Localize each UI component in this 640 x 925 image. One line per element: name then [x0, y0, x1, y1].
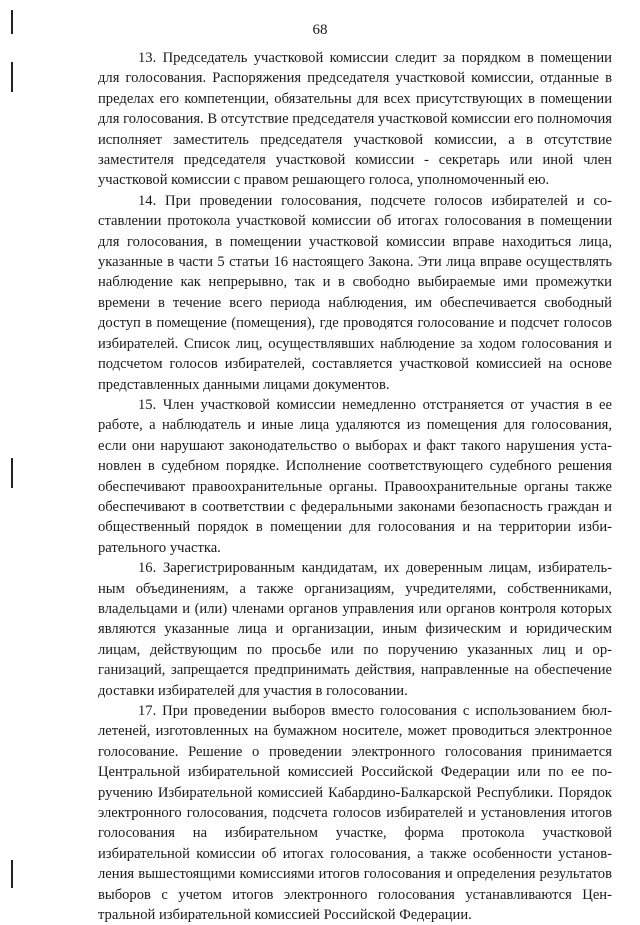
- scan-edge-mark: [11, 860, 13, 888]
- scan-edge-mark: [11, 458, 13, 488]
- page-number: 68: [312, 22, 328, 38]
- scan-edge-mark: [11, 62, 13, 92]
- paragraph-17: 17. При проведении выборов вместо голосования с использованием бюллетеней, изготовленных на бумажном носителе, может проводиться электронное голосование. Решение о проведении электронного голосования принимается Центральной избирательной комиссией Российской Федерации или по ее поручению Избирательной комиссией Кабардино-Балкарской Республики. Порядок электронного голосования, подсчета голосов избирателей и установления итогов голосования на избирательном участке, форма протокола участковой избирательной комиссии об итогах голосования, а также особенности установления вышестоящими комиссиями итогов голосования и определения результатов выборов с учетом итогов электронного голосования устанавливаются Центральной избирательной комиссией Российской Федерации.: [98, 703, 612, 924]
- document-body: [98, 48, 612, 925]
- paragraph-15: 15. Член участковой комиссии немедленно отстраняется от участия в ее работе, а наблюдатель и иные лица удаляются из помещения для голосования, если они нарушают законодательство о выборах и факт такого нарушения установлен в судебном порядке. Исполнение соответствующего судебного решения обеспечивают правоохранительные органы. Правоохранительные органы также обеспечивают в соответствии с федеральными законами безопасность граждан и общественный порядок в помещении для голосования и на территории избирательного участка.: [98, 396, 612, 556]
- paragraph-16: 16. Зарегистрированным кандидатам, их доверенным лицам, избирательным объединениям, а также организациям, учредителями, собственниками, владельцами и (или) членами органов управления или органов контроля которых являются указанные лица и организации, иным физическим и юридическим лицам, действующим по просьбе или по поручению указанных лиц и организаций, запрещается предпринимать действия, направленные на обеспечение доставки избирателей для участия в голосовании.: [98, 560, 612, 699]
- paragraph-13: 13. Председатель участковой комиссии следит за порядком в помещении для голосования. Распоряжения председателя участковой комиссии, отданные в пределах его компетенции, обязательны для всех присутствующих в помещении для голосования. В отсутствие председателя участковой комиссии его полномочия исполняет заместитель председателя участковой комиссии, а в отсутствие заместителя председателя участковой комиссии - секретарь или иной член участковой комиссии с правом решающего голоса, уполномоченный ею.: [98, 50, 612, 189]
- paragraph-14: 14. При проведении голосования, подсчете голосов избирателей и составлении протокола участковой комиссии об итогах голосования в помещении для голосования, в помещении участковой комиссии вправе находиться лица, указанные в части 5 статьи 16 настоящего Закона. Эти лица вправе осуществлять наблюдение как непрерывно, так и в свободно выбираемые ими промежутки времени в течение всего периода наблюдения, им обеспечивается свободный доступ в помещение (помещения), где проводятся голосование и подсчет голосов избирателей. Список лиц, осуществлявших наблюдение за ходом голосования и подсчетом голосов избирателей, составляется участковой комиссией на основе представленных данными лицами документов.: [98, 192, 612, 393]
